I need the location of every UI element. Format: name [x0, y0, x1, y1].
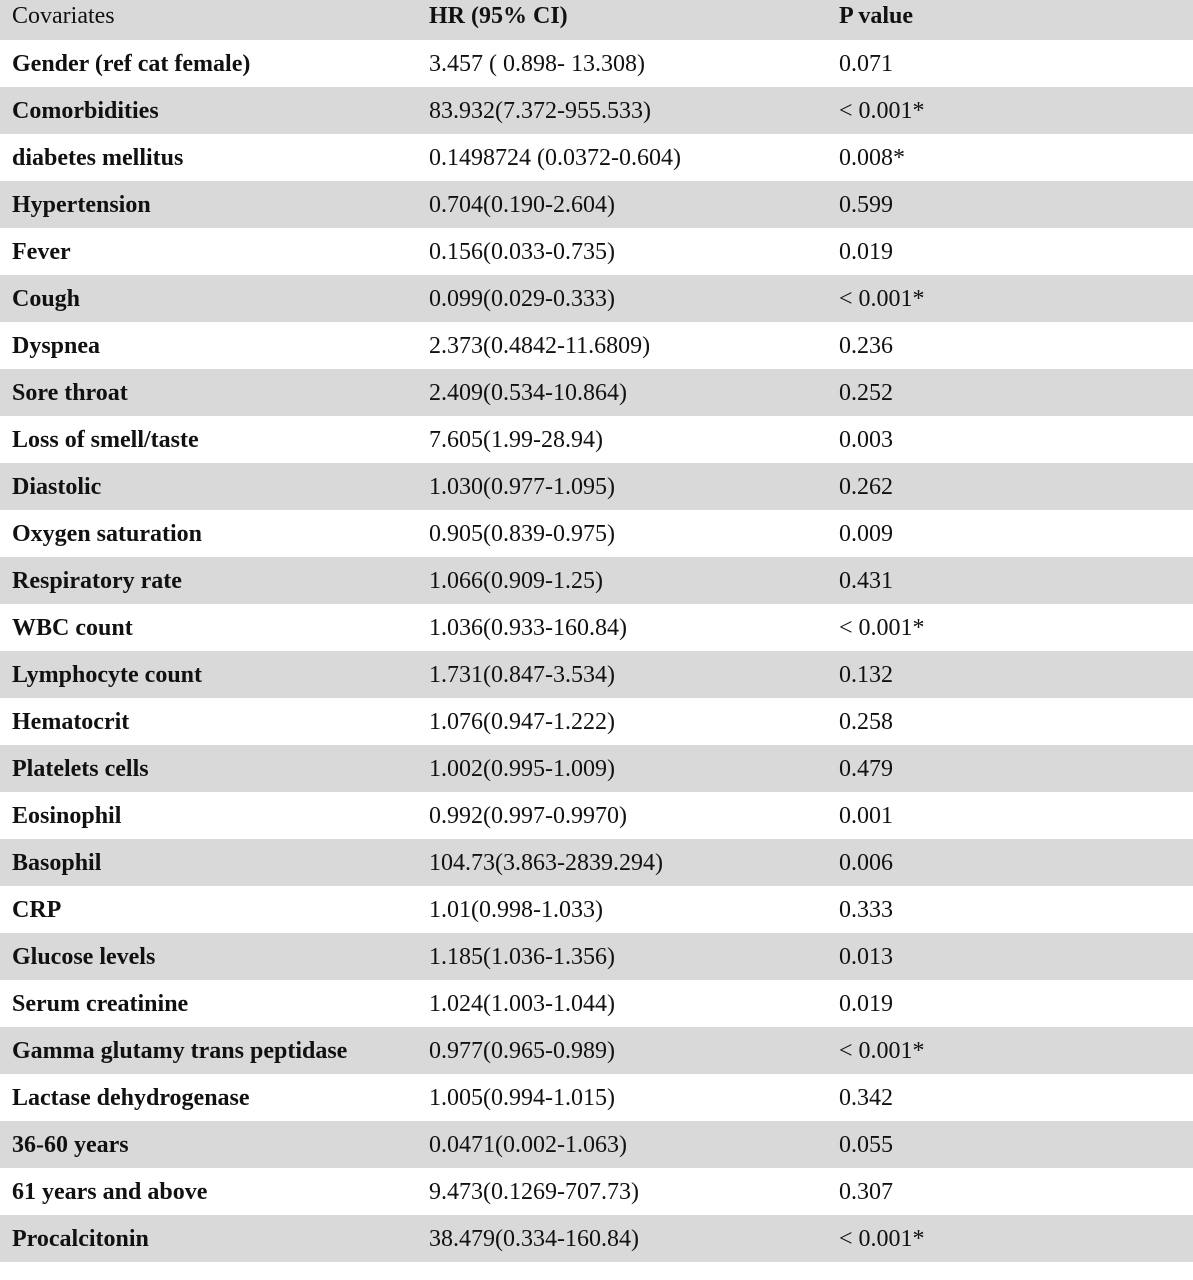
header-p-value: P value [836, 0, 1193, 40]
hr-cell: 1.036(0.933-160.84) [426, 604, 836, 651]
hr-cell: 0.977(0.965-0.989) [426, 1027, 836, 1074]
table-row [0, 369, 1193, 416]
covariate-cell: Glucose levels [0, 933, 426, 980]
table-body [0, 40, 1193, 1262]
p-value-cell: 0.307 [836, 1168, 1193, 1215]
table-row [0, 651, 1193, 698]
covariate-cell: Gender (ref cat female) [0, 40, 426, 87]
table-row [0, 134, 1193, 181]
hr-cell: 83.932(7.372-955.533) [426, 87, 836, 134]
hr-cell: 0.992(0.997-0.9970) [426, 792, 836, 839]
covariate-cell: Procalcitonin [0, 1215, 426, 1262]
covariate-cell: Basophil [0, 839, 426, 886]
covariate-cell: 61 years and above [0, 1168, 426, 1215]
table-row [0, 416, 1193, 463]
hr-cell: 38.479(0.334-160.84) [426, 1215, 836, 1262]
hr-cell: 1.185(1.036-1.356) [426, 933, 836, 980]
covariate-cell: Gamma glutamy trans peptidase [0, 1027, 426, 1074]
hr-cell: 104.73(3.863-2839.294) [426, 839, 836, 886]
covariate-cell: Platelets cells [0, 745, 426, 792]
table-header-row [0, 0, 1193, 40]
hr-cell: 1.066(0.909-1.25) [426, 557, 836, 604]
covariate-cell: Lactase dehydrogenase [0, 1074, 426, 1121]
p-value-cell: 0.342 [836, 1074, 1193, 1121]
covariate-cell: Hypertension [0, 181, 426, 228]
hr-cell: 0.905(0.839-0.975) [426, 510, 836, 557]
header-hr: HR (95% CI) [426, 0, 836, 40]
covariate-cell: Oxygen saturation [0, 510, 426, 557]
table-row [0, 1027, 1193, 1074]
table-row [0, 698, 1193, 745]
covariate-cell: Sore throat [0, 369, 426, 416]
table-row [0, 792, 1193, 839]
hr-cell: 0.0471(0.002-1.063) [426, 1121, 836, 1168]
p-value-cell: 0.006 [836, 839, 1193, 886]
p-value-cell: 0.431 [836, 557, 1193, 604]
hr-cell: 3.457 ( 0.898- 13.308) [426, 40, 836, 87]
covariate-cell: Hematocrit [0, 698, 426, 745]
table-row [0, 87, 1193, 134]
hr-cell: 0.1498724 (0.0372-0.604) [426, 134, 836, 181]
covariate-cell: Eosinophil [0, 792, 426, 839]
hr-cell: 1.030(0.977-1.095) [426, 463, 836, 510]
table-row [0, 933, 1193, 980]
covariate-cell: Diastolic [0, 463, 426, 510]
table-row [0, 322, 1193, 369]
hr-cell: 7.605(1.99-28.94) [426, 416, 836, 463]
p-value-cell: 0.003 [836, 416, 1193, 463]
table-row [0, 228, 1193, 275]
table-row [0, 463, 1193, 510]
p-value-cell: 0.333 [836, 886, 1193, 933]
p-value-cell: < 0.001* [836, 1215, 1193, 1262]
header-covariates: Covariates [0, 0, 426, 40]
hr-cell: 0.156(0.033-0.735) [426, 228, 836, 275]
hr-cell: 9.473(0.1269-707.73) [426, 1168, 836, 1215]
p-value-cell: 0.236 [836, 322, 1193, 369]
p-value-cell: 0.479 [836, 745, 1193, 792]
table-row [0, 557, 1193, 604]
table-row [0, 1074, 1193, 1121]
p-value-cell: 0.055 [836, 1121, 1193, 1168]
hr-cell: 1.076(0.947-1.222) [426, 698, 836, 745]
covariate-cell: Fever [0, 228, 426, 275]
table-row [0, 980, 1193, 1027]
table-row [0, 839, 1193, 886]
covariate-cell: Respiratory rate [0, 557, 426, 604]
p-value-cell: 0.132 [836, 651, 1193, 698]
hr-cell: 0.099(0.029-0.333) [426, 275, 836, 322]
covariate-cell: Loss of smell/taste [0, 416, 426, 463]
p-value-cell: 0.009 [836, 510, 1193, 557]
hr-cell: 2.409(0.534-10.864) [426, 369, 836, 416]
p-value-cell: 0.013 [836, 933, 1193, 980]
covariate-cell: diabetes mellitus [0, 134, 426, 181]
covariate-cell: Cough [0, 275, 426, 322]
p-value-cell: 0.258 [836, 698, 1193, 745]
table-row [0, 510, 1193, 557]
covariate-cell: Lymphocyte count [0, 651, 426, 698]
covariate-cell: 36-60 years [0, 1121, 426, 1168]
table-row [0, 886, 1193, 933]
hr-cell: 1.005(0.994-1.015) [426, 1074, 836, 1121]
table-row [0, 604, 1193, 651]
hr-cell: 1.024(1.003-1.044) [426, 980, 836, 1027]
p-value-cell: 0.019 [836, 980, 1193, 1027]
covariate-cell: CRP [0, 886, 426, 933]
p-value-cell: 0.008* [836, 134, 1193, 181]
hr-cell: 1.731(0.847-3.534) [426, 651, 836, 698]
covariate-cell: WBC count [0, 604, 426, 651]
hr-cell: 1.01(0.998-1.033) [426, 886, 836, 933]
table-row [0, 1215, 1193, 1262]
hr-cell: 2.373(0.4842-11.6809) [426, 322, 836, 369]
p-value-cell: 0.599 [836, 181, 1193, 228]
p-value-cell: < 0.001* [836, 604, 1193, 651]
table-row [0, 1121, 1193, 1168]
table-row [0, 275, 1193, 322]
covariate-cell: Serum creatinine [0, 980, 426, 1027]
p-value-cell: 0.019 [836, 228, 1193, 275]
p-value-cell: < 0.001* [836, 275, 1193, 322]
covariate-cell: Dyspnea [0, 322, 426, 369]
table-row [0, 40, 1193, 87]
table-row [0, 181, 1193, 228]
p-value-cell: 0.001 [836, 792, 1193, 839]
hr-cell: 1.002(0.995-1.009) [426, 745, 836, 792]
table-row [0, 1168, 1193, 1215]
p-value-cell: 0.262 [836, 463, 1193, 510]
p-value-cell: 0.071 [836, 40, 1193, 87]
p-value-cell: < 0.001* [836, 87, 1193, 134]
covariate-cell: Comorbidities [0, 87, 426, 134]
table-row [0, 745, 1193, 792]
hr-cell: 0.704(0.190-2.604) [426, 181, 836, 228]
p-value-cell: < 0.001* [836, 1027, 1193, 1074]
p-value-cell: 0.252 [836, 369, 1193, 416]
